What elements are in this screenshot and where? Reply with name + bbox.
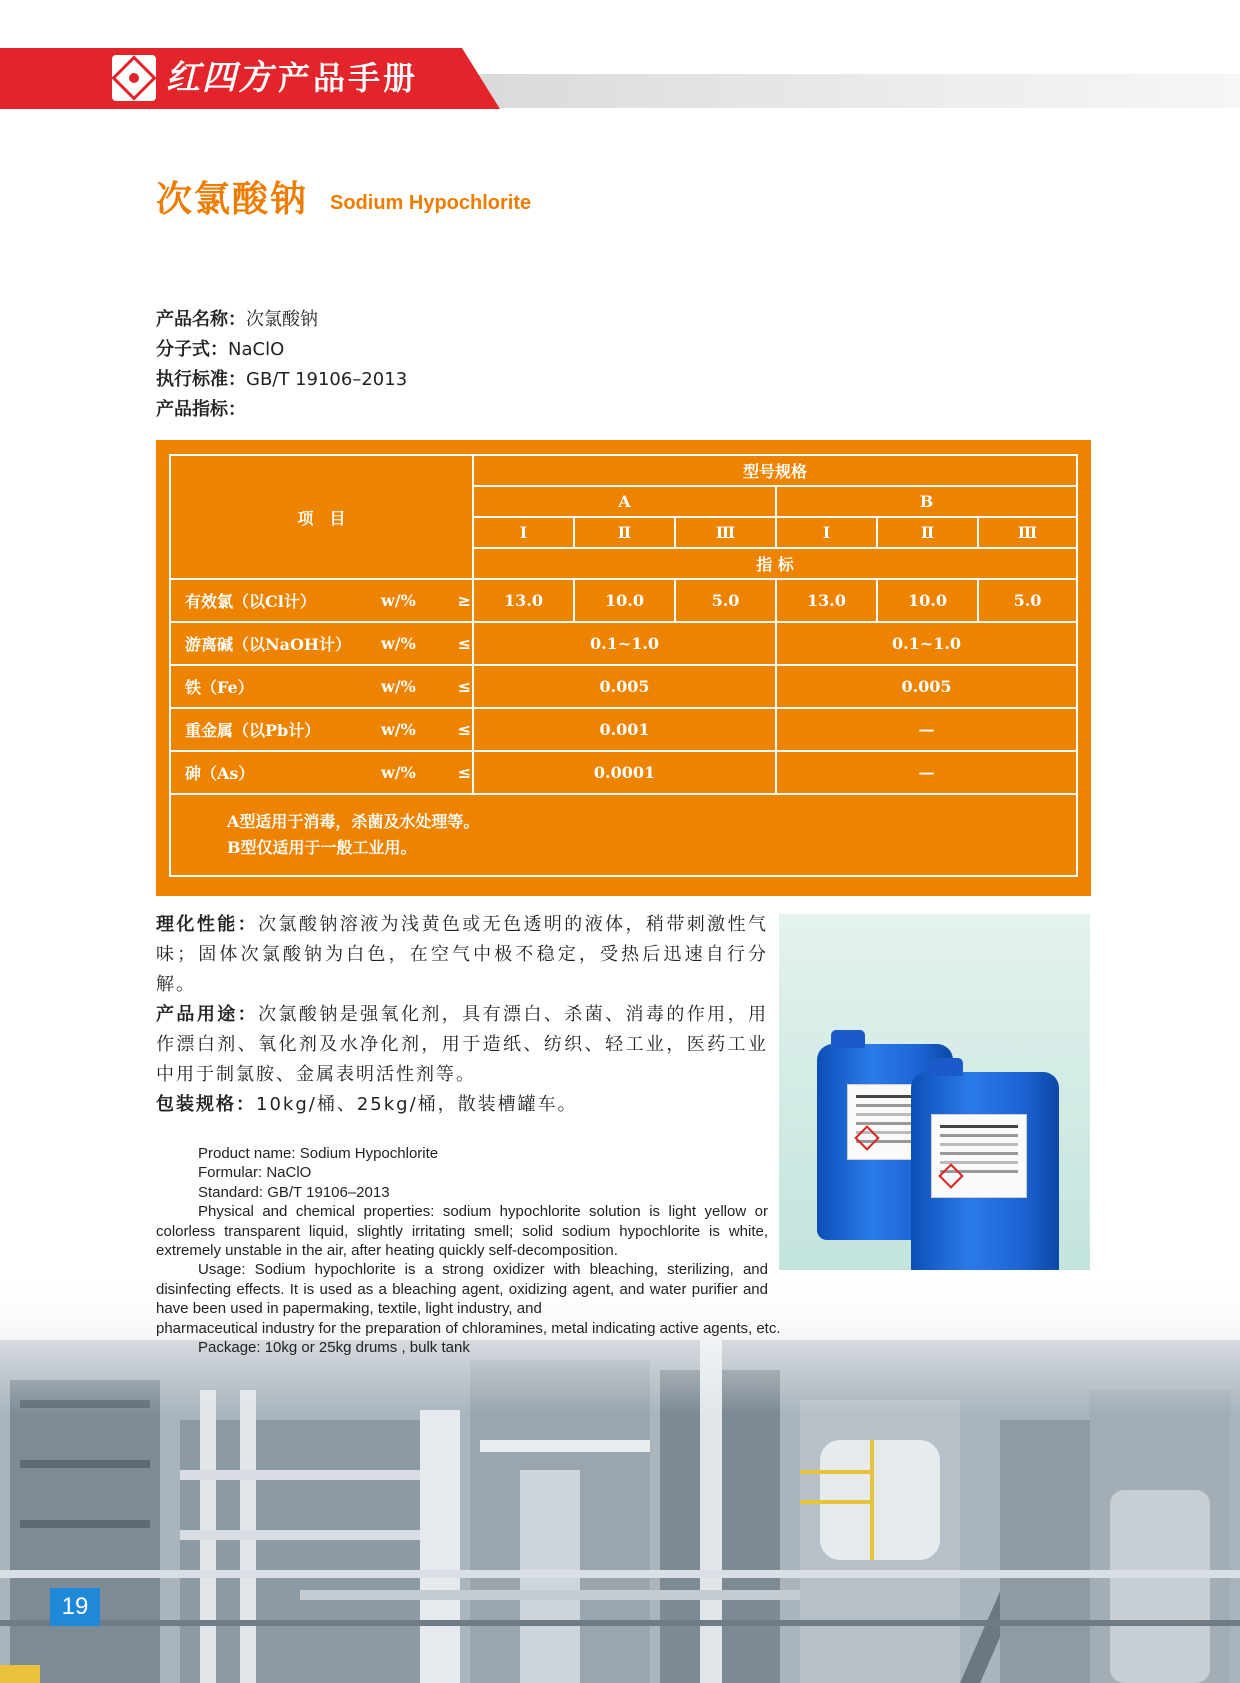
en-package: Package: 10kg or 25kg drums , bulk tank: [198, 1339, 470, 1357]
en-usage: Usage: Sodium hypochlorite is a strong oxidizer with bleaching, sterilizing, and disinfecting effects. It is used as a bleaching agent, oxidizing agent, and water purifier and have been used in papermaking, textile, light industry, and: [156, 1261, 768, 1318]
table-row: [170, 665, 1077, 708]
grade-header: Ⅱ: [877, 517, 978, 548]
product-info: [156, 305, 407, 425]
item-symbol: ≥: [457, 591, 471, 610]
page-number: 19: [50, 1588, 100, 1626]
en-formula: Formular: NaClO: [198, 1164, 312, 1182]
info-product-name: 产品名称：次氯酸钠: [156, 309, 318, 330]
item-symbol: ≤: [457, 720, 471, 739]
value-cell-b: —: [776, 708, 1077, 751]
table-row: [170, 579, 1077, 622]
item-cell: [170, 751, 473, 794]
logo-diamond-icon: [111, 55, 156, 100]
usage-paragraph: 产品用途：次氯酸钠是强氧化剂，具有漂白、杀菌、消毒的作用，用作漂白剂、氧化剂及水净化剂，用于造纸、纺织、轻工业，医药工业中用于制氯胺、金属表明活性剂等。: [156, 1004, 769, 1085]
item-symbol: ≤: [457, 634, 471, 653]
brand-name: 红四方: [166, 58, 274, 98]
description-en: [156, 1144, 781, 1357]
value-cell-b: 0.1~1.0: [776, 622, 1077, 665]
value-cell-b: —: [776, 751, 1077, 794]
value-cell-a: 0.001: [473, 708, 776, 751]
en-usage-cont: pharmaceutical industry for the preparation of chloramines, metal indicating active agents, etc.: [156, 1319, 781, 1337]
index-header: 指 标: [473, 548, 1077, 579]
info-standard: 执行标准：GB/T 19106–2013: [156, 369, 408, 390]
value-cell: 5.0: [675, 579, 776, 622]
item-cell: [170, 665, 473, 708]
item-cell: [170, 622, 473, 665]
company-logo: [112, 55, 156, 101]
item-name: 有效氯（以Cl计）: [185, 592, 316, 611]
product-title-en: Sodium Hypochlorite: [330, 192, 532, 214]
grade-header: Ⅰ: [473, 517, 574, 548]
spec-table-panel: [156, 440, 1091, 896]
item-unit: w/%: [381, 677, 416, 696]
manual-title: 产品手册: [278, 59, 419, 97]
item-unit: w/%: [381, 591, 416, 610]
item-name: 铁（Fe）: [185, 678, 254, 697]
product-photo: [779, 914, 1090, 1316]
info-spec-heading: 产品指标：: [156, 399, 246, 420]
item-name: 游离碱（以NaOH计）: [185, 635, 352, 654]
info-formula: 分子式：NaClO: [156, 339, 285, 360]
note-type-b: B型仅适用于一般工业用。: [227, 838, 417, 857]
item-header: 项 目: [170, 455, 473, 579]
value-cell: 5.0: [978, 579, 1077, 622]
grade-header: Ⅰ: [776, 517, 877, 548]
spec-table: [169, 454, 1078, 877]
table-row: [170, 708, 1077, 751]
value-cell-a: 0.1~1.0: [473, 622, 776, 665]
properties-paragraph: 理化性能：次氯酸钠溶液为浅黄色或无色透明的液体，稍带刺激性气味；固体次氯酸钠为白色，在空气中极不稳定，受热后迅速自行分解。: [156, 914, 769, 995]
value-cell-a: 0.0001: [473, 751, 776, 794]
item-unit: w/%: [381, 720, 416, 739]
item-unit: w/%: [381, 763, 416, 782]
table-row: [170, 622, 1077, 665]
item-name: 重金属（以Pb计）: [185, 721, 321, 740]
item-symbol: ≤: [457, 763, 471, 782]
header-gray-band: [440, 74, 1240, 108]
description-cn: [156, 910, 768, 1120]
group-header: 型号规格: [473, 455, 1077, 486]
type-b-header: B: [776, 486, 1077, 517]
packaging-paragraph: 包装规格：10kg/桶、25kg/桶，散装槽罐车。: [156, 1094, 578, 1115]
value-cell: 13.0: [473, 579, 574, 622]
en-product-name: Product name: Sodium Hypochlorite: [198, 1145, 439, 1162]
value-cell-a: 0.005: [473, 665, 776, 708]
grade-header: Ⅱ: [574, 517, 675, 548]
en-standard: Standard: GB/T 19106–2013: [198, 1183, 390, 1201]
en-properties: Physical and chemical properties: sodium hypochlorite solution is light yellow or colorless transparent liquid, slightly irritating smell; solid sodium hypochlorite is white, extremely unstable in the air, after heating quickly self-decomposition.: [156, 1203, 768, 1260]
drum-front: [911, 1072, 1059, 1284]
grade-header: Ⅲ: [675, 517, 776, 548]
table-notes: [170, 794, 1077, 876]
item-cell: [170, 708, 473, 751]
value-cell: 10.0: [574, 579, 675, 622]
item-name: 砷（As）: [185, 764, 255, 783]
grade-header: Ⅲ: [978, 517, 1077, 548]
item-unit: w/%: [381, 634, 416, 653]
value-cell-b: 0.005: [776, 665, 1077, 708]
note-type-a: A型适用于消毒，杀菌及水处理等。: [227, 812, 480, 831]
value-cell: 10.0: [877, 579, 978, 622]
item-symbol: ≤: [457, 677, 471, 696]
product-title-cn: 次氯酸钠: [156, 179, 309, 220]
value-cell: 13.0: [776, 579, 877, 622]
type-a-header: A: [473, 486, 776, 517]
table-row: [170, 751, 1077, 794]
item-cell: [170, 579, 473, 622]
